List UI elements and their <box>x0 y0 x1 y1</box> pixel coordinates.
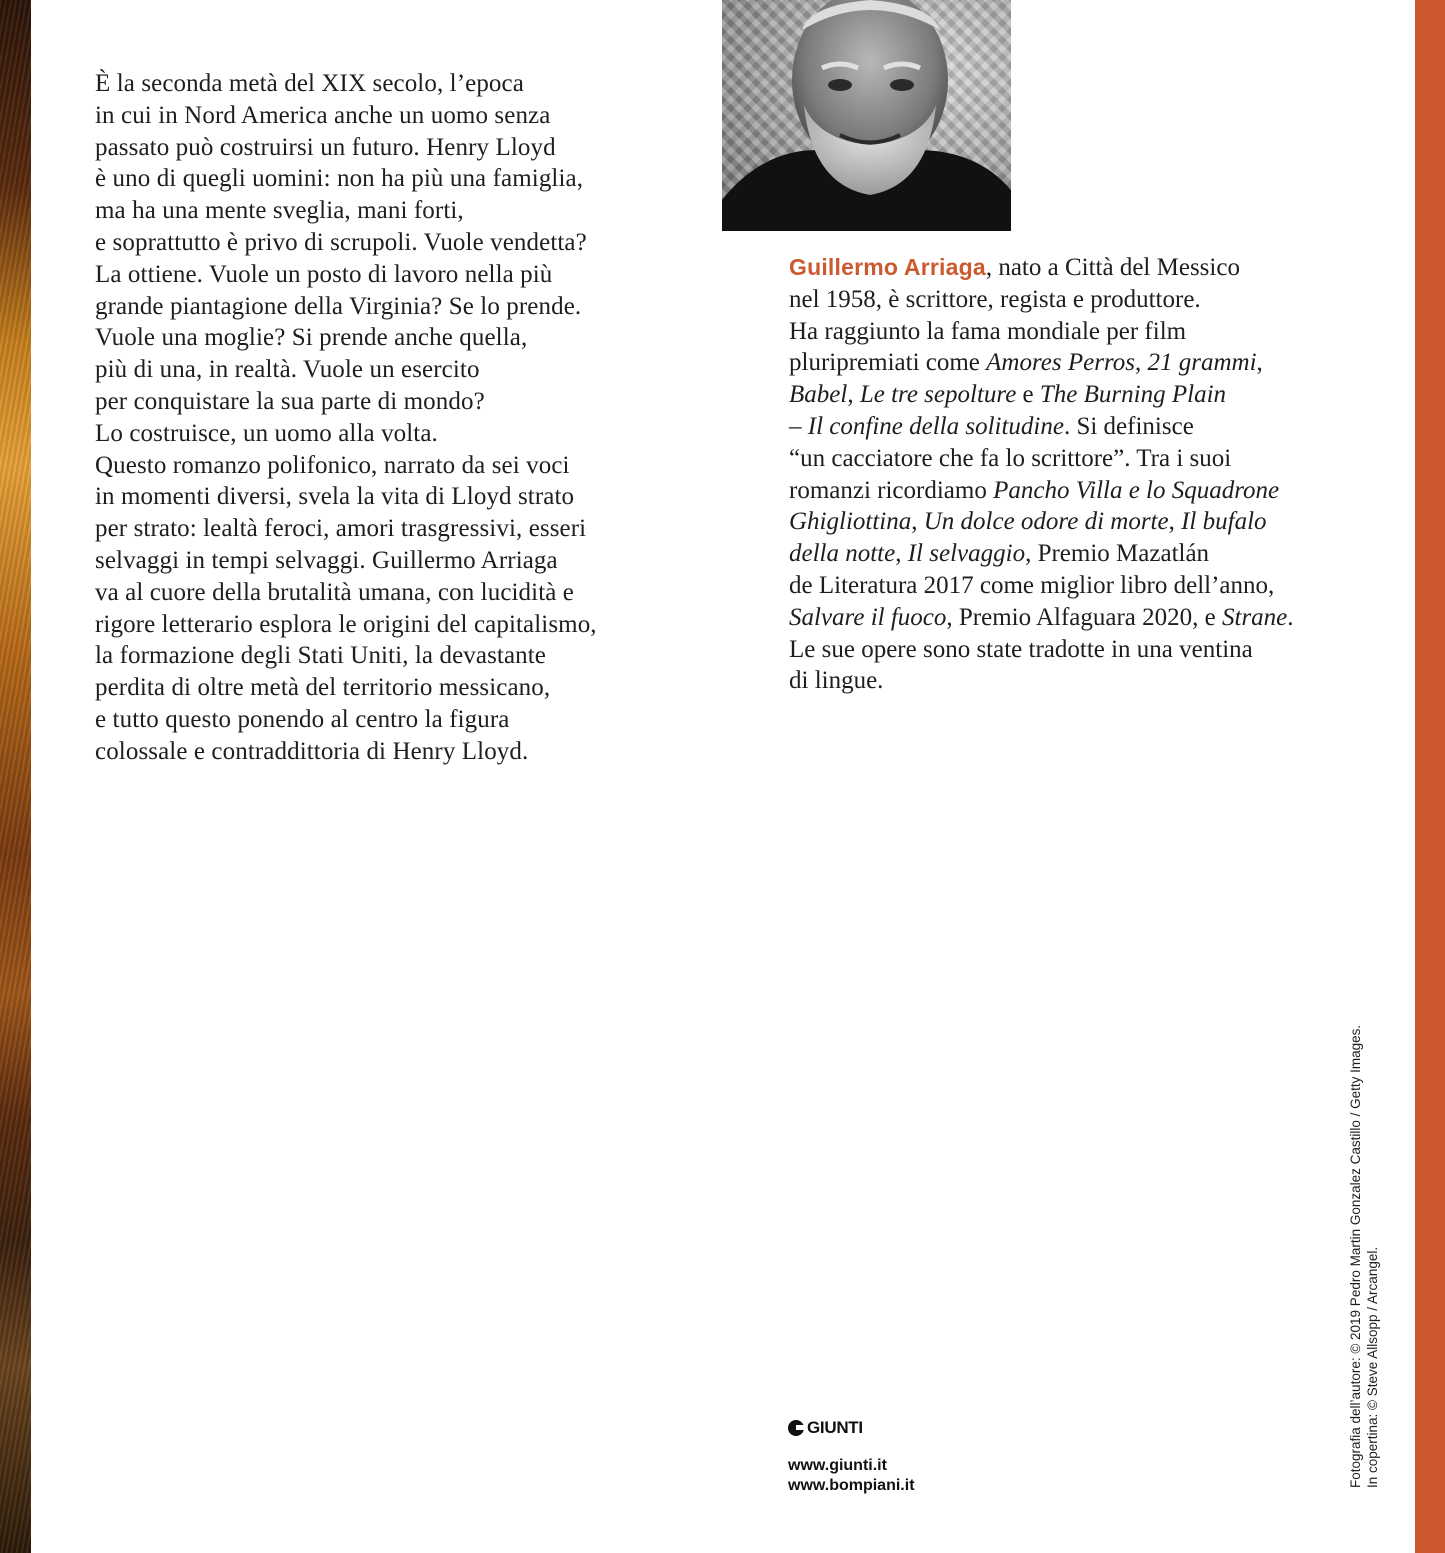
bio-line: Salvare il fuoco, Premio Alfaguara 2020, e Strane. <box>789 603 1294 631</box>
giunti-logo-text: GIUNTI <box>807 1418 863 1437</box>
blurb-line: La ottiene. Vuole un posto di lavoro nella più <box>95 260 553 288</box>
blurb-line: ma ha una mente sveglia, mani forti, <box>95 197 464 225</box>
blurb-line: in momenti diversi, svela la vita di Lloyd strato <box>95 483 575 511</box>
bio-line: de Literatura 2017 come miglior libro dell’anno, <box>789 571 1275 599</box>
bio-line: Ha raggiunto la fama mondiale per film <box>789 317 1187 345</box>
giunti-link[interactable]: www.giunti.it <box>788 1457 887 1474</box>
blurb-line: la formazione degli Stati Uniti, la devastante <box>95 642 546 670</box>
author-photo <box>722 0 1011 231</box>
giunti-logo <box>788 1417 988 1439</box>
bio-line: nel 1958, è scrittore, regista e produttore. <box>789 285 1201 313</box>
blurb-line: passato può costruirsi un futuro. Henry Lloyd <box>95 133 556 161</box>
image-credits <box>1345 1020 1395 1490</box>
blurb-line: va al cuore della brutalità umana, con lucidità e <box>95 578 574 606</box>
blurb-line: è uno di quegli uomini: non ha più una famiglia, <box>95 165 584 193</box>
blurb-line: grande piantagione della Virginia? Se lo prende. <box>95 292 582 320</box>
bio-line: della notte, Il selvaggio, Premio Mazatlán <box>789 540 1210 568</box>
publisher-block <box>788 1417 988 1496</box>
accent-band <box>1415 0 1445 1553</box>
bio-line: Guillermo Arriaga, nato a Città del Messico <box>789 254 1240 281</box>
blurb-line: per strato: lealtà feroci, amori trasgressivi, esseri <box>95 515 587 543</box>
photo-credit: Fotografia dell’autore: © 2019 Pedro Martin Gonzalez Castillo / Getty Images. <box>1348 1024 1363 1488</box>
bio-line: Le sue opere sono state tradotte in una ventina <box>789 635 1253 663</box>
publisher-links <box>788 1456 988 1496</box>
cover-credit: In copertina: © Steve Allsopp / Arcangel. <box>1365 1246 1380 1488</box>
blurb-line: rigore letterario esplora le origini del capitalismo, <box>95 610 597 638</box>
blurb-line: selvaggi in tempi selvaggi. Guillermo Arriaga <box>95 546 558 574</box>
author-portrait-icon <box>722 0 1011 231</box>
bio-line: romanzi ricordiamo Pancho Villa e lo Squadrone <box>789 476 1280 504</box>
blurb-line: in cui in Nord America anche un uomo senza <box>95 101 551 129</box>
blurb-line: più di una, in realtà. Vuole un esercito <box>95 356 480 384</box>
bio-line: pluripremiati come Amores Perros, 21 grammi, <box>789 349 1263 377</box>
blurb-line: Lo costruisce, un uomo alla volta. <box>95 419 438 447</box>
blurb-line: per conquistare la sua parte di mondo? <box>95 387 485 415</box>
blurb-line: e tutto questo ponendo al centro la figura <box>95 705 510 733</box>
bio-line: di lingue. <box>789 667 884 695</box>
blurb-line: perdita di oltre metà del territorio messicano, <box>95 674 551 702</box>
author-name: Guillermo Arriaga <box>789 254 986 280</box>
bio-line: – Il confine della solitudine. Si definisce <box>789 412 1194 440</box>
blurb-line: Questo romanzo polifonico, narrato da sei voci <box>95 451 570 479</box>
author-bio <box>789 252 1369 697</box>
blurb-line: e soprattutto è privo di scrupoli. Vuole vendetta? <box>95 228 587 256</box>
bio-line: “un cacciatore che fa lo scrittore”. Tra i suoi <box>789 444 1232 472</box>
bompiani-link[interactable]: www.bompiani.it <box>788 1477 915 1494</box>
bio-line: Babel, Le tre sepolture e The Burning Plain <box>789 381 1227 409</box>
book-blurb <box>95 68 685 768</box>
blurb-line: colossale e contraddittoria di Henry Lloyd. <box>95 737 529 765</box>
cover-image-edge <box>0 0 31 1553</box>
giunti-logo-icon <box>788 1420 804 1436</box>
blurb-line: È la seconda metà del XIX secolo, l’epoca <box>95 70 524 97</box>
blurb-line: Vuole una moglie? Si prende anche quella, <box>95 324 528 352</box>
bio-line: Ghigliottina, Un dolce odore di morte, Il bufalo <box>789 508 1267 536</box>
